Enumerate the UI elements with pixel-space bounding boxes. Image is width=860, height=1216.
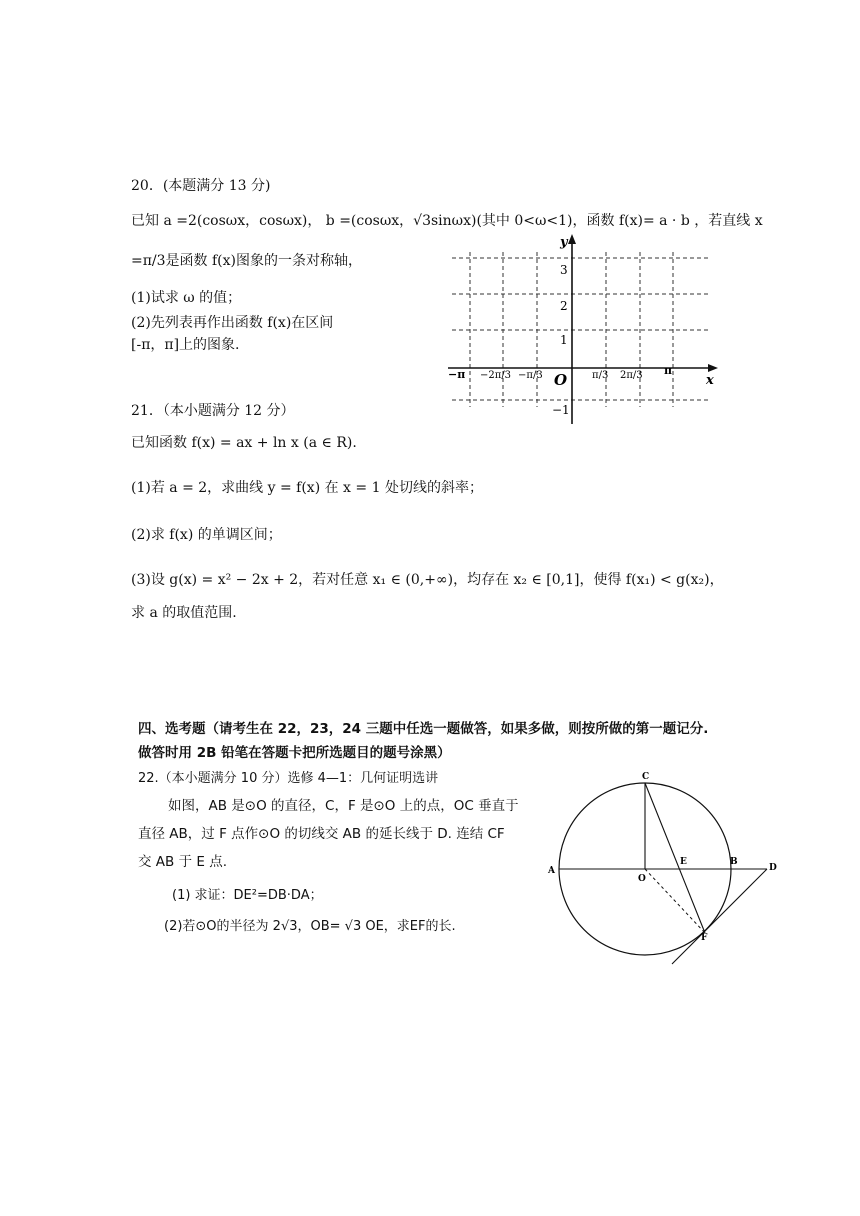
q20-part2b: [-π，π]上的图象. (131, 337, 240, 353)
q20-axis-line: =π/3是函数 f(x)图象的一条对称轴， (131, 253, 363, 269)
x-tick-pi3: π/3 (592, 370, 609, 381)
q22-body-line3: 交 AB 于 E 点. (138, 854, 227, 870)
q21-part2: (2)求 f(x) 的单调区间； (131, 527, 282, 543)
q22-body-line1: 如图，AB 是⊙O 的直径，C，F 是⊙O 上的点，OC 垂直于 (168, 798, 519, 814)
q21-given: 已知函数 f(x) = ax + ln x (a ∈ R). (131, 435, 357, 451)
q20-given-line: 已知 a =2(cosωx，cosωx)， b =(cosωx，√3sinωx)(其中 0<ω<1)，函数 f(x)= a · b ，若直线 x (131, 213, 763, 229)
geometry-figure (540, 766, 790, 970)
q22-header: 22.（本小题满分 10 分）选修 4—1：几何证明选讲 (138, 771, 439, 786)
x-tick-pi: π (664, 364, 673, 377)
section4-title-line2: 做答时用 2B 铅笔在答题卡把所选题目的题号涂黑） (138, 745, 451, 761)
label-f: F (701, 933, 708, 943)
x-tick-neg-pi3: −π/3 (518, 370, 543, 381)
y-axis-label: y (560, 235, 568, 250)
y-tick-1: 1 (560, 333, 568, 347)
y-tick-3: 3 (560, 263, 568, 277)
q22-part2: (2)若⊙O的半径为 2√3，OB= √3 OE，求EF的长. (164, 919, 456, 934)
x-tick-neg-2pi3: −2π/3 (480, 370, 512, 381)
label-d: D (769, 863, 777, 873)
q21-header: 21．（本小题满分 12 分） (131, 403, 295, 419)
tangent-df (672, 869, 767, 964)
origin-label: O (554, 371, 568, 389)
q21-part3b: 求 a 的取值范围. (131, 605, 237, 621)
q20-part2a: (2)先列表再作出函数 f(x)在区间 (131, 315, 334, 331)
q22-part1: (1) 求证：DE²=DB·DA； (172, 888, 323, 903)
x-axis-label: x (706, 373, 714, 388)
label-e: E (680, 857, 687, 867)
label-c: C (642, 772, 650, 782)
label-a: A (548, 866, 555, 876)
y-tick-neg1: −1 (552, 403, 570, 417)
q22-body-line2: 直径 AB，过 F 点作⊙O 的切线交 AB 的延长线于 D. 连结 CF (138, 826, 505, 842)
y-tick-2: 2 (560, 299, 568, 313)
label-o: O (638, 874, 646, 884)
q20-part1: (1)试求 ω 的值； (131, 290, 242, 306)
label-b: B (730, 857, 738, 867)
q21-part3: (3)设 g(x) = x² − 2x + 2，若对任意 x₁ ∈ (0,+∞)，均存在 x₂ ∈ [0,1]，使得 f(x₁) < g(x₂)， (131, 572, 724, 588)
segment-of-dashed (645, 869, 705, 933)
section4-title-line1: 四、选考题（请考生在 22，23，24 三题中任选一题做答，如果多做，则按所做的第一题记分. (138, 721, 709, 737)
coordinate-grid (440, 232, 730, 427)
q21-part1: (1)若 a = 2，求曲线 y = f(x) 在 x = 1 处切线的斜率； (131, 480, 483, 496)
x-tick-neg-pi: −π (448, 368, 466, 381)
q20-header: 20．(本题满分 13 分) (131, 178, 271, 194)
segment-cf (645, 783, 705, 933)
x-tick-2pi3: 2π/3 (620, 370, 643, 381)
